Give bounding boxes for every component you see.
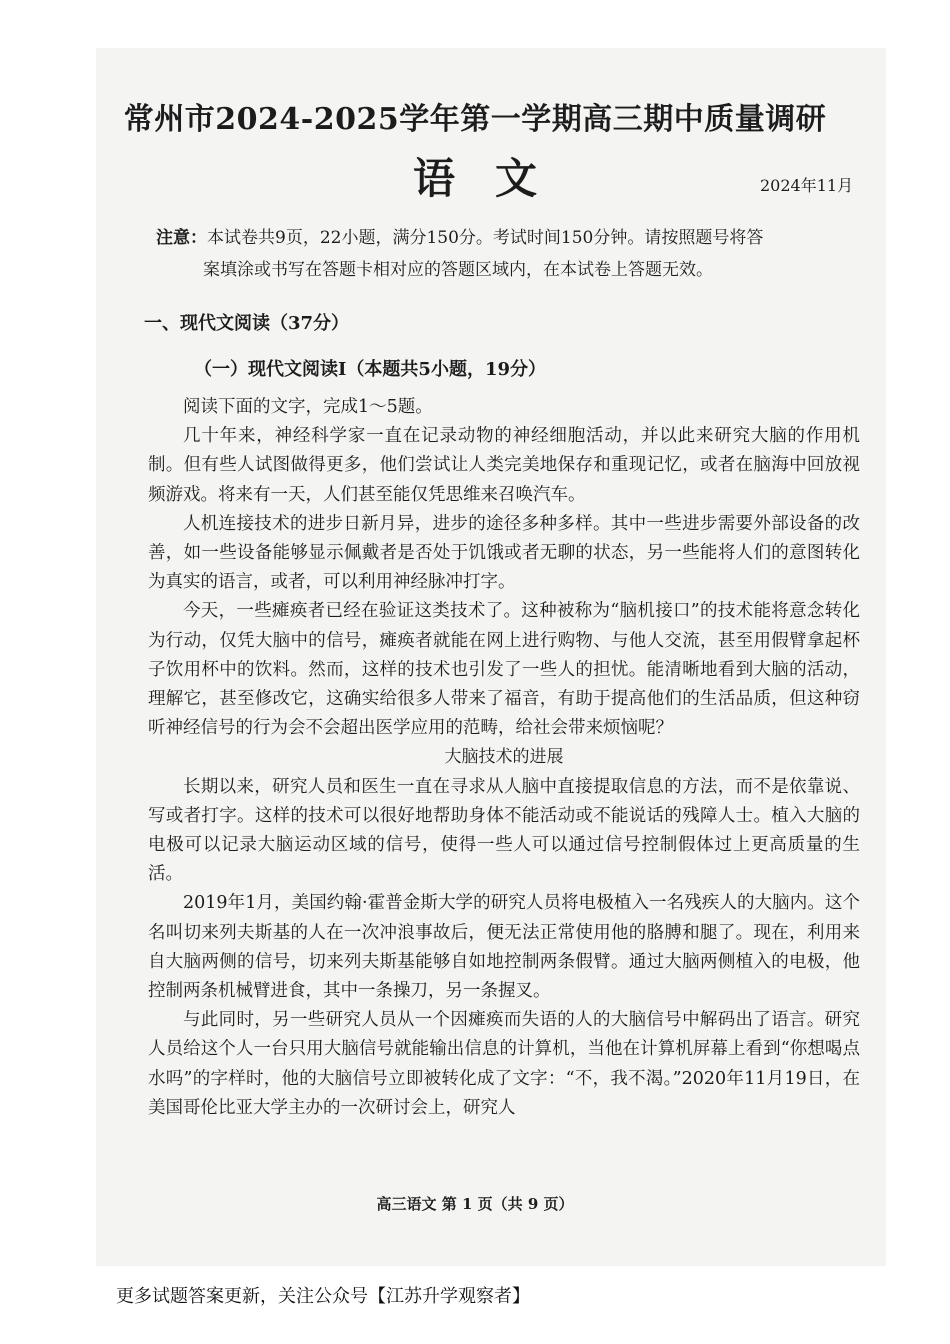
passage-paragraph: 2019年1月，美国约翰·霍普金斯大学的研究人员将电极植入一名残疾人的大脑内。这个名叫切来列夫斯基的人在一次冲浪事故后，便无法正常使用他的胳膊和腿了。现在，利用来自大脑两侧的信号，切来列夫斯基能够自如地控制两条假臂。通过大脑两侧植入的电极，他控制两条机械臂进食，其中一条操刀，另一条握叉。: [148, 893, 860, 1002]
page-footer: 高三语文 第 1 页（共 9 页）: [376, 1195, 574, 1213]
passage-paragraph: 与此同时，另一些研究人员从一个因瘫痪而失语的人的大脑信号中解码出了语言。研究人员给这个人一台只用大脑信号就能输出信息的计算机，当他在计算机屏幕上看到“你想喝点水吗”的字样时，他的大脑信号立即被转化成了文字：“不，我不渴。”2020年11月19日，在美国哥伦比亚大学主办的一次研讨会上，研究人: [148, 1010, 860, 1118]
exam-title: 常州市2024-2025学年第一学期高三期中质量调研: [123, 102, 827, 137]
promo-banner: 更多试题答案更新，关注公众号【江苏升学观察者】: [116, 1286, 530, 1307]
passage-paragraph: 人机连接技术的进步日新月异，进步的途径多种多样。其中一些进步需要外部设备的改善，如一些设备能够显示佩戴者是否处于饥饿或者无聊的状态，另一些能将人们的意图转化为真实的语言，或者，可以利用神经脉冲打字。: [148, 513, 860, 593]
notice-block: [156, 222, 868, 286]
reading-passage: [148, 393, 860, 1123]
subsection-title: （一）现代文阅读I（本题共5小题，19分）: [194, 359, 546, 380]
exam-date: 2024年11月: [760, 176, 854, 195]
section-title: 一、现代文阅读（37分）: [144, 313, 350, 334]
notice-line-1: [156, 222, 868, 254]
notice-text-1: 本试卷共9页，22小题，满分150分。考试时间150分钟。请按照题号将答: [207, 228, 764, 248]
passage-paragraph: 今天，一些瘫痪者已经在验证这类技术了。这种被称为“脑机接口”的技术能将意念转化为行动，仅凭大脑中的信号，瘫痪者就能在网上进行购物、与他人交流，甚至用假臂拿起杯子饮用杯中的饮料。然而，这样的技术也引发了一些人的担忧。能清晰地看到大脑的活动，理解它，甚至修改它，这确实给很多人带来了福音，有助于提高他们的生活品质，但这种窃听神经信号的行为会不会超出医学应用的范畴，给社会带来烦恼呢？: [148, 601, 860, 739]
passage-paragraph: 长期以来，研究人员和医生一直在寻求从人脑中直接提取信息的方法，而不是依靠说、写或者打字。这样的技术可以很好地帮助身体不能活动或不能说话的残障人士。植入大脑的电极可以记录大脑运动区域的信号，使得一些人可以通过信号控制假体过上更高质量的生活。: [148, 776, 860, 885]
passage-heading: 大脑技术的进展: [444, 747, 564, 768]
passage-instruction: 阅读下面的文字，完成1～5题。: [183, 397, 433, 417]
subject-title: 语文: [412, 154, 577, 203]
notice-label: 注意：: [156, 228, 207, 248]
notice-line-2: 案填涂或书写在答题卡相对应的答题区域内，在本试卷上答题无效。: [203, 260, 713, 280]
passage-paragraph: 几十年来，神经科学家一直在记录动物的神经细胞活动，并以此来研究大脑的作用机制。但有些人试图做得更多，他们尝试让人类完美地保存和重现记忆，或者在脑海中回放视频游戏。将来有一天，人们甚至能仅凭思维来召唤汽车。: [148, 426, 860, 505]
